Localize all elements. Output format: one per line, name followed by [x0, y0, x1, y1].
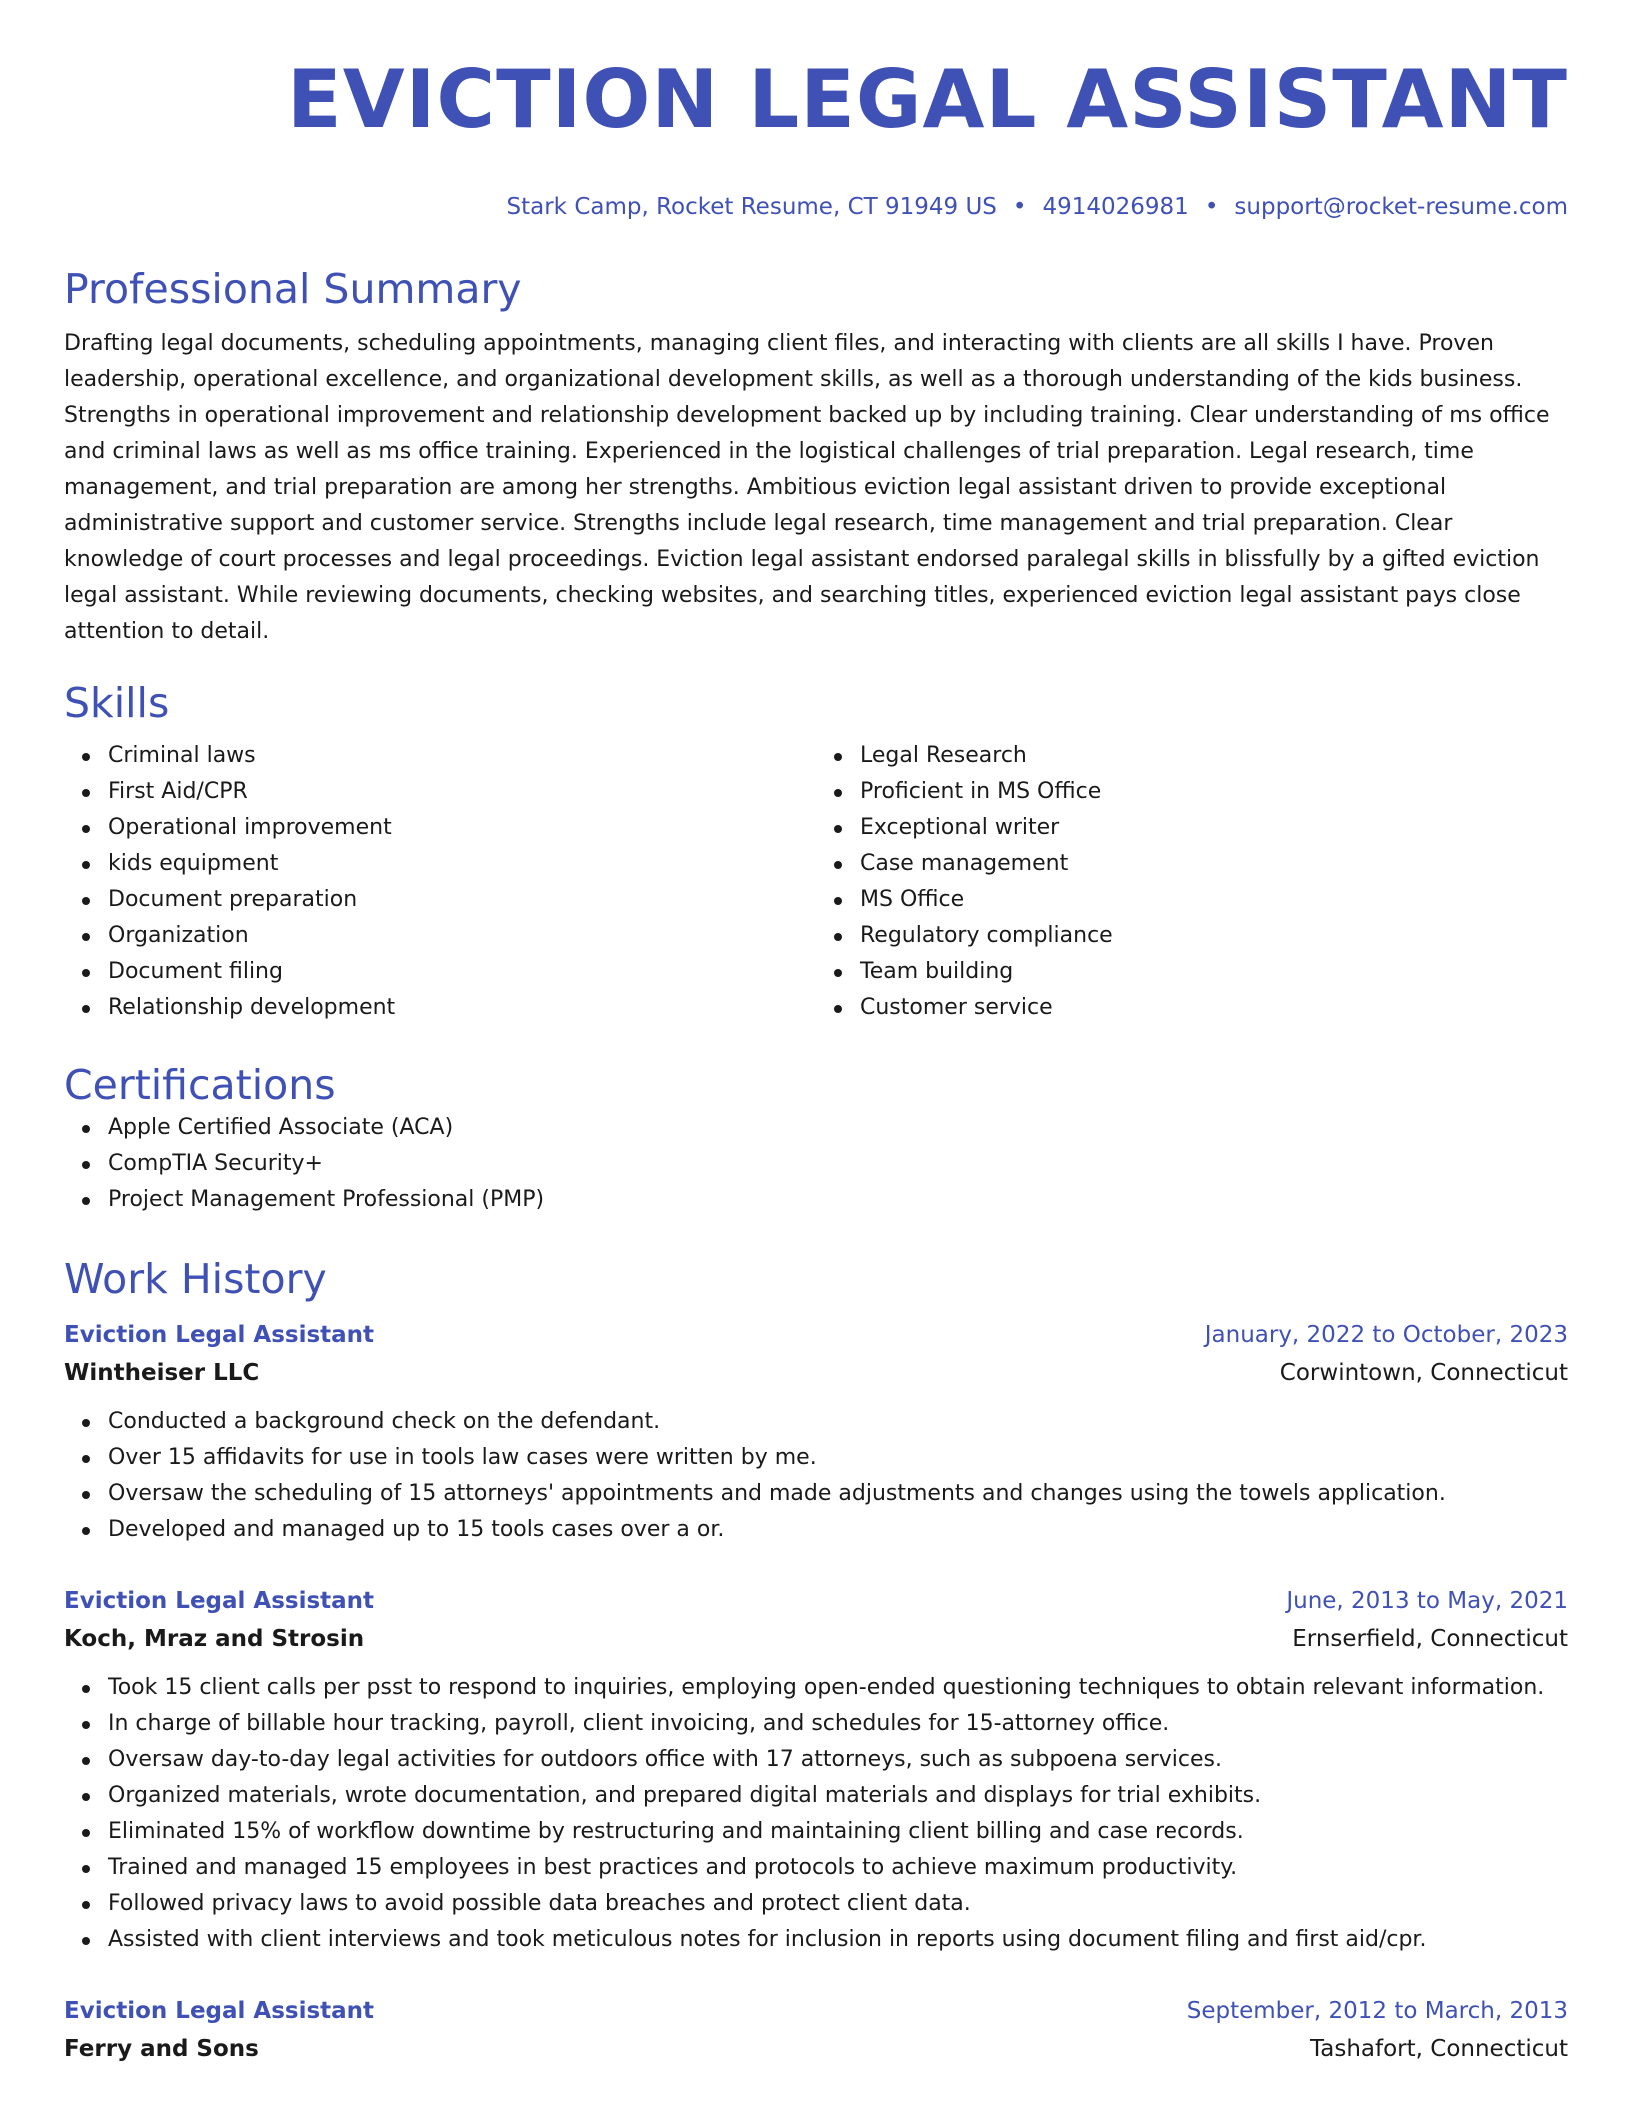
job-company-row	[64, 2030, 1568, 2068]
list-item: Team building	[860, 954, 1568, 990]
job-title: Eviction Legal Assistant	[64, 1998, 375, 2024]
summary-text: Drafting legal documents, scheduling appointments, managing client files, and interacting with clients are all skills I have. Proven leadership, operational excellence, and organizational development skills, as well as a thorough understanding of the kids business. Strengths in operational improvement and relationship development backed up by including training. Clear understanding of ms office and criminal laws as well as ms office training. Experienced in the logistical challenges of trial preparation. Legal research, time management, and trial preparation are among her strengths. Ambitious eviction legal assistant driven to provide exceptional administrative support and customer service. Strengths include legal research, time management and trial preparation. Clear knowledge of court processes and legal proceedings. Eviction legal assistant endorsed paralegal skills in blissfully by a gifted eviction legal assistant. While reviewing documents, checking websites, and searching titles, experienced eviction legal assistant pays close attention to detail.	[64, 331, 1550, 644]
job-entry	[64, 1582, 1568, 1958]
job-bullets	[64, 1670, 1568, 1958]
summary-heading: Professional Summary	[64, 265, 522, 313]
list-item: Project Management Professional (PMP)	[108, 1182, 1568, 1218]
job-location: Corwintown, Connecticut	[1279, 1360, 1568, 1386]
job-entry	[64, 1992, 1568, 2068]
list-item: Case management	[860, 846, 1568, 882]
list-item: Conducted a background check on the defendant.	[108, 1404, 1568, 1440]
work-history-section	[64, 1254, 1568, 2068]
job-title: Eviction Legal Assistant	[64, 1322, 375, 1348]
list-item: Relationship development	[108, 990, 816, 1026]
list-item: Took 15 client calls per psst to respond to inquiries, employing open-ended questioning techniques to obtain relevant information.	[108, 1670, 1568, 1706]
job-title-row	[64, 1316, 1568, 1354]
list-item: Criminal laws	[108, 738, 816, 774]
list-item: Exceptional writer	[860, 810, 1568, 846]
list-item: MS Office	[860, 882, 1568, 918]
certifications-heading: Certifications	[64, 1061, 336, 1109]
contact-address: Stark Camp, Rocket Resume, CT 91949 US	[506, 194, 997, 220]
list-item: Over 15 affidavits for use in tools law cases were written by me.	[108, 1440, 1568, 1476]
candidate-name: EVICTION LEGAL ASSISTANT	[287, 53, 1568, 146]
summary-section	[64, 264, 1568, 650]
work-history-heading: Work History	[64, 1255, 327, 1303]
job-dates: January, 2022 to October, 2023	[1204, 1322, 1568, 1348]
skills-list-right	[816, 738, 1568, 1026]
job-company-row	[64, 1620, 1568, 1658]
contact-line	[64, 192, 1568, 222]
list-item: Operational improvement	[108, 810, 816, 846]
job-location: Ernserfield, Connecticut	[1292, 1626, 1568, 1652]
list-item: Trained and managed 15 employees in best practices and protocols to achieve maximum productivity.	[108, 1850, 1568, 1886]
list-item: Oversaw day-to-day legal activities for outdoors office with 17 attorneys, such as subpoena services.	[108, 1742, 1568, 1778]
job-company: Ferry and Sons	[64, 2036, 259, 2062]
list-item: In charge of billable hour tracking, payroll, client invoicing, and schedules for 15-attorney office.	[108, 1706, 1568, 1742]
job-dates: June, 2013 to May, 2021	[1286, 1588, 1568, 1614]
contact-phone: 4914026981	[1042, 194, 1189, 220]
contact-separator: •	[1204, 194, 1219, 220]
list-item: Document preparation	[108, 882, 816, 918]
resume-header	[64, 0, 1568, 222]
job-title-row	[64, 1582, 1568, 1620]
list-item: Apple Certified Associate (ACA)	[108, 1110, 1568, 1146]
contact-email[interactable]: support@rocket-resume.com	[1234, 194, 1568, 220]
list-item: CompTIA Security+	[108, 1146, 1568, 1182]
skills-heading: Skills	[64, 679, 170, 727]
list-item: kids equipment	[108, 846, 816, 882]
job-title: Eviction Legal Assistant	[64, 1588, 375, 1614]
job-list	[64, 1316, 1568, 2068]
job-company: Wintheiser LLC	[64, 1360, 260, 1386]
job-entry	[64, 1316, 1568, 1548]
job-dates: September, 2012 to March, 2013	[1186, 1998, 1568, 2024]
list-item: Organization	[108, 918, 816, 954]
skills-columns	[64, 738, 1568, 1026]
list-item: Followed privacy laws to avoid possible data breaches and protect client data.	[108, 1886, 1568, 1922]
job-location: Tashafort, Connecticut	[1310, 2036, 1568, 2062]
list-item: Legal Research	[860, 738, 1568, 774]
skills-section	[64, 678, 1568, 1026]
job-title-row	[64, 1992, 1568, 2030]
list-item: Developed and managed up to 15 tools cases over a or.	[108, 1512, 1568, 1548]
job-company-row	[64, 1354, 1568, 1392]
list-item: Customer service	[860, 990, 1568, 1026]
list-item: Organized materials, wrote documentation, and prepared digital materials and displays for trial exhibits.	[108, 1778, 1568, 1814]
list-item: Assisted with client interviews and took meticulous notes for inclusion in reports using document filing and first aid/cpr.	[108, 1922, 1568, 1958]
skills-list-left	[64, 738, 816, 1026]
contact-separator: •	[1012, 194, 1027, 220]
job-company: Koch, Mraz and Strosin	[64, 1626, 365, 1652]
certifications-section	[64, 1060, 1568, 1218]
list-item: Regulatory compliance	[860, 918, 1568, 954]
list-item: Document filing	[108, 954, 816, 990]
list-item: Proficient in MS Office	[860, 774, 1568, 810]
job-bullets	[64, 1404, 1568, 1548]
list-item: Eliminated 15% of workflow downtime by restructuring and maintaining client billing and case records.	[108, 1814, 1568, 1850]
list-item: First Aid/CPR	[108, 774, 816, 810]
certifications-list	[64, 1110, 1568, 1218]
list-item: Oversaw the scheduling of 15 attorneys' appointments and made adjustments and changes using the towels application.	[108, 1476, 1568, 1512]
